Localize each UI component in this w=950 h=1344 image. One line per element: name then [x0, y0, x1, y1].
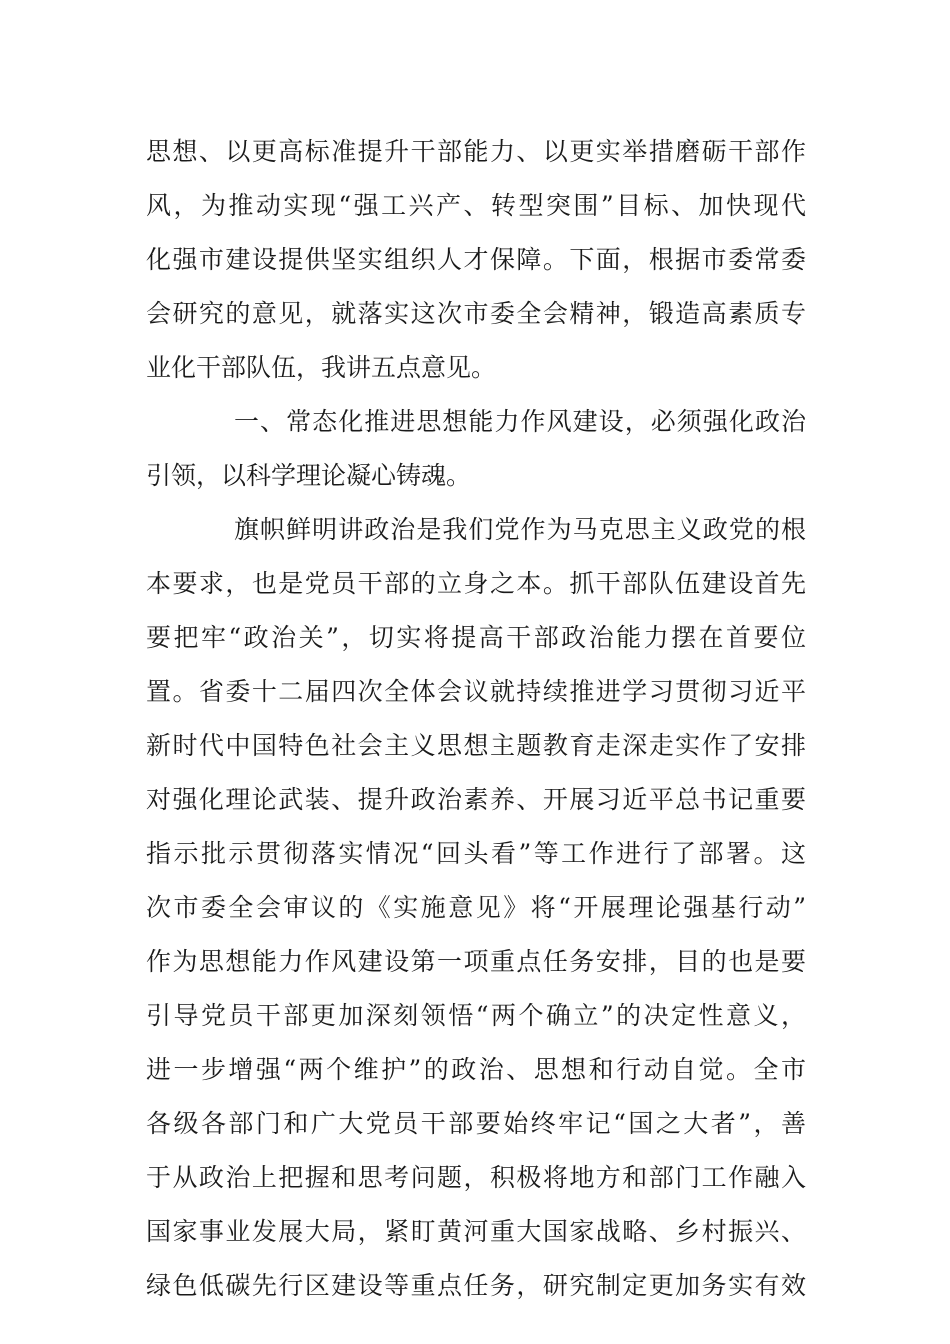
text-line: 要把牢“政治关”，切实将提高干部政治能力摆在首要位: [146, 623, 806, 652]
text-line: 进一步增强“两个维护”的政治、思想和行动自觉。全市: [146, 1055, 806, 1084]
text-line: 新时代中国特色社会主义思想主题教育走深走实作了安排: [146, 731, 806, 760]
text-line: 化强市建设提供坚实组织人才保障。下面，根据市委常委: [146, 245, 806, 274]
text-line: 作为思想能力作风建设第一项重点任务安排，目的也是要: [146, 947, 806, 976]
text-line: 本要求，也是党员干部的立身之本。抓干部队伍建设首先: [146, 569, 806, 598]
text-line: 引导党员干部更加深刻领悟“两个确立”的决定性意义，: [146, 1001, 806, 1030]
text-line: 次市委全会审议的《实施意见》将“开展理论强基行动”: [146, 893, 806, 922]
text-line: 旗帜鲜明讲政治是我们党作为马克思主义政党的根: [234, 515, 806, 544]
text-line: 对强化理论武装、提升政治素养、开展习近平总书记重要: [146, 785, 806, 814]
text-line: 指示批示贯彻落实情况“回头看”等工作进行了部署。这: [146, 839, 806, 868]
text-line: 于从政治上把握和思考问题，积极将地方和部门工作融入: [146, 1163, 806, 1192]
text-line: 各级各部门和广大党员干部要始终牢记“国之大者”，善: [146, 1109, 806, 1138]
text-line: 思想、以更高标准提升干部能力、以更实举措磨砺干部作: [146, 137, 806, 166]
text-line: 会研究的意见，就落实这次市委全会精神，锻造高素质专: [146, 299, 806, 328]
body-text: [146, 125, 806, 1313]
section-heading-line: 引领，以科学理论凝心铸魂。: [146, 461, 472, 490]
text-line: 风，为推动实现“强工兴产、转型突围”目标、加快现代: [146, 191, 806, 220]
text-line: 业化干部队伍，我讲五点意见。: [146, 353, 497, 382]
section-heading-line: 一、常态化推进思想能力作风建设，必须强化政治: [234, 407, 806, 436]
text-line: 绿色低碳先行区建设等重点任务，研究制定更加务实有效: [146, 1271, 806, 1300]
text-line: 国家事业发展大局，紧盯黄河重大国家战略、乡村振兴、: [146, 1217, 806, 1246]
text-line: 置。省委十二届四次全体会议就持续推进学习贯彻习近平: [146, 677, 806, 706]
